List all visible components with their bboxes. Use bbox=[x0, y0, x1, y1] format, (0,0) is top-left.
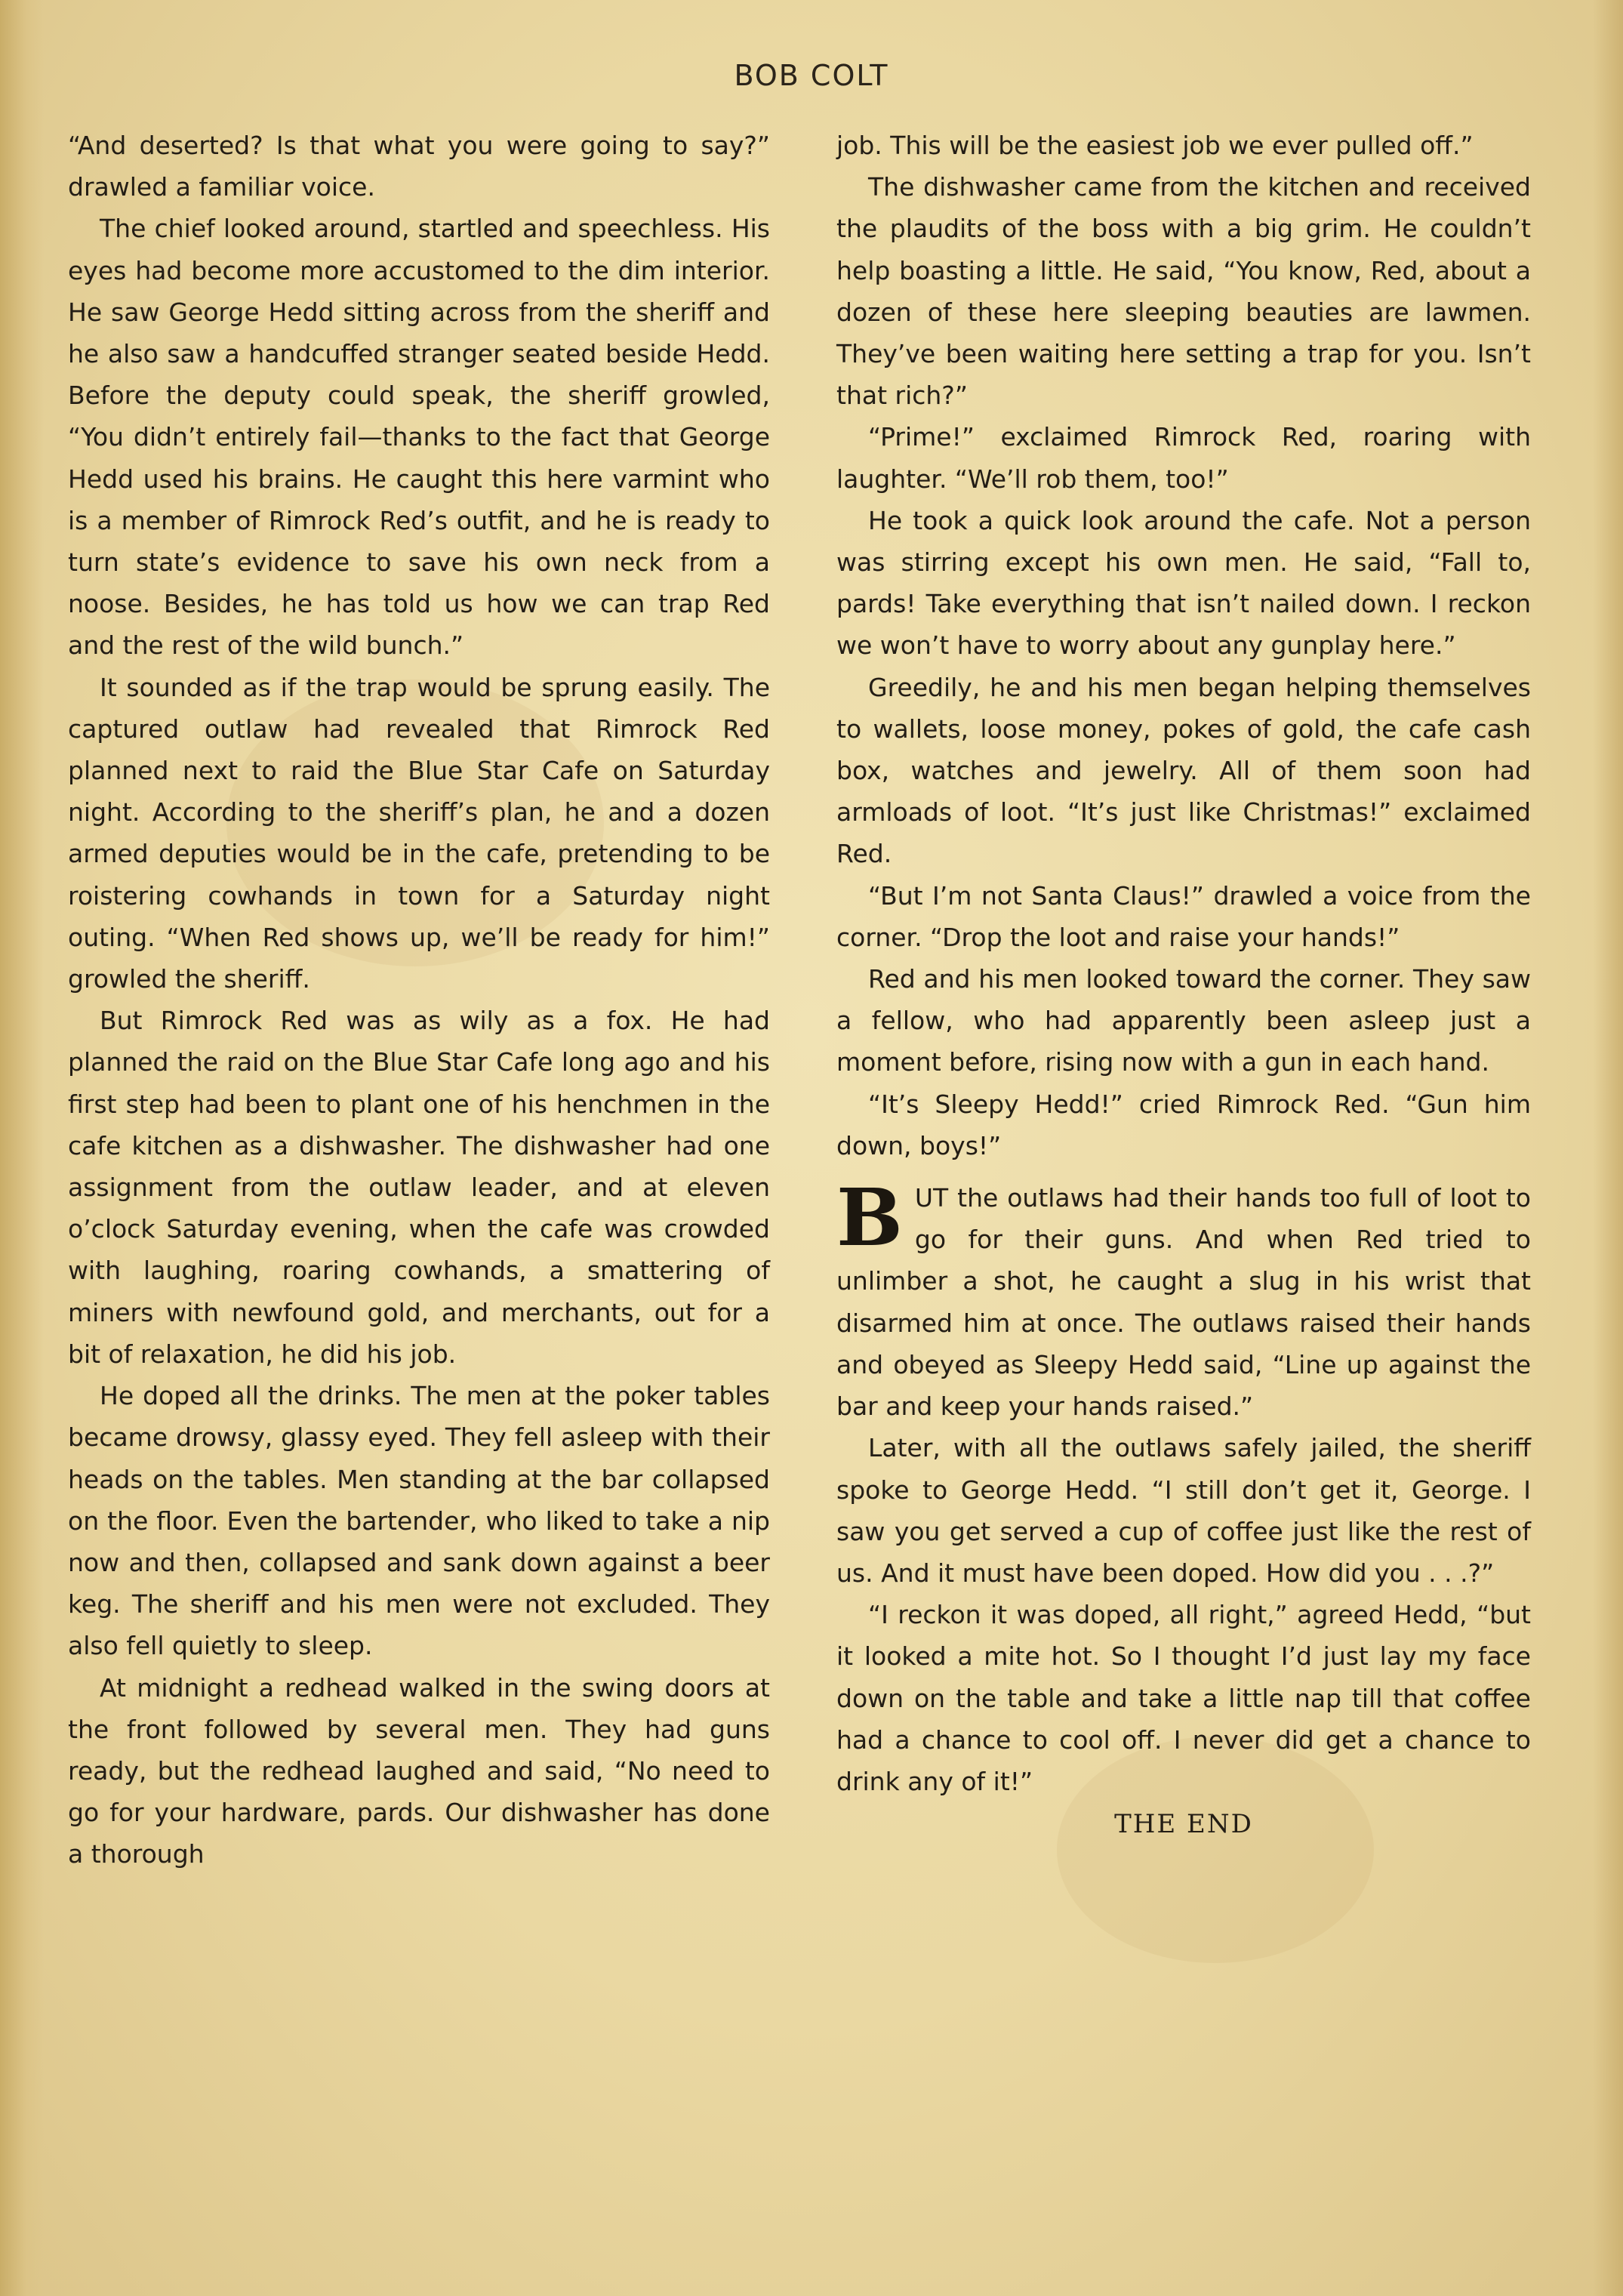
paragraph: He doped all the drinks. The men at the poker tables became drowsy, glassy eyed. They fell asleep with their heads on the tables. Men standing at the bar collapsed on the floor. Even the bartender, who liked to take a nip now and then, collapsed and sank down against a beer keg. The sheriff and his men were not excluded. They also fell quietly to sleep. bbox=[68, 1381, 770, 1661]
paragraph: Greedily, he and his men began helping themselves to wallets, loose money, pokes of gold, the cafe cash box, watches and jewelry. All of them soon had armloads of loot. “It’s just like Christmas!” exclaimed Red. bbox=[836, 672, 1531, 869]
paragraph: But Rimrock Red was as wily as a fox. He had planned the raid on the Blue Star Cafe long ago and his first step had been to plant one of his henchmen in the cafe kitchen as a dishwasher. The dishwasher had one assignment from the outlaw leader, and at eleven o’clock Saturday evening, when the cafe was crowded with laughing, roaring cowhands, a smattering of miners with newfound gold, and merchants, out for a bit of relaxation, he did his job. bbox=[68, 1006, 770, 1369]
paragraph: Later, with all the outlaws safely jailed, the sheriff spoke to George Hedd. “I still don’t get it, George. I saw you get served a cup of coffee just like the rest of us. And it must have been doped. How did you . . .?” bbox=[836, 1433, 1531, 1588]
paragraph: “But I’m not Santa Claus!” drawled a voice from the corner. “Drop the loot and raise your hands!” bbox=[836, 880, 1531, 952]
paragraph: The dishwasher came from the kitchen and received the plaudits of the boss with a big grim. He couldn’t help boasting a little. He said, “You know, Red, about a dozen of these here sleeping beauties are lawmen. They’ve been waiting here setting a trap for you. Isn’t that rich?” bbox=[836, 172, 1531, 411]
left-column bbox=[68, 125, 770, 1875]
drop-cap-letter: B bbox=[836, 1171, 903, 1265]
the-end-label: THE END bbox=[1114, 1809, 1253, 1840]
page-right-edge bbox=[1593, 0, 1623, 2296]
page-left-edge bbox=[0, 0, 44, 2296]
dropcap-paragraph-text: UT the outlaws had their hands too full of loot to go for their guns. And when Red tried to unlimber a shot, he caught a slug in his wrist that disarmed him at once. The outlaws raised their hands and obeyed as Sleepy Hedd said, “Line up against the bar and keep your hands raised.” bbox=[836, 1183, 1531, 1422]
paragraph: “I reckon it was doped, all right,” agreed Hedd, “but it looked a mite hot. So I thought I’d just lay my face down on the table and take a little nap till that coffee had a chance to cool off. I never did get a chance to drink any of it!” bbox=[836, 1600, 1531, 1796]
dropcap-paragraph bbox=[836, 1171, 1531, 1427]
paragraph: The chief looked around, startled and speechless. His eyes had become more accustomed to the dim interior. He saw George Hedd sitting across from the sheriff and he also saw a handcuffed stranger seated beside Hedd. Before the deputy could speak, the sheriff growled, “You didn’t entirely fail—thanks to the fact that George Hedd used his brains. He caught this here varmint who is a member of Rimrock Red’s outfit, and he is ready to turn state’s evidence to save his own neck from a noose. Besides, he has told us how we can trap Red and the rest of the wild bunch.” bbox=[68, 214, 770, 661]
running-head: BOB COLT bbox=[734, 59, 889, 92]
paragraph: At midnight a redhead walked in the swing doors at the front followed by several men. They had guns ready, but the redhead laughed and said, “No need to go for your hardware, pards. Our dishwasher has done a thorough bbox=[68, 1672, 770, 1869]
paragraph: It sounded as if the trap would be sprung easily. The captured outlaw had revealed that Rimrock Red planned next to raid the Blue Star Cafe on Saturday night. According to the sheriff’s plan, he and a dozen armed deputies would be in the cafe, pretending to be roistering cowhands in town for a Saturday night outing. “When Red shows up, we’ll be ready for him!” growled the sheriff. bbox=[68, 672, 770, 994]
paragraph: Red and his men looked toward the corner. They saw a fellow, who had apparently been asleep just a moment before, rising now with a gun in each hand. bbox=[836, 964, 1531, 1077]
paragraph: job. This will be the easiest job we ever pulled off.” bbox=[836, 131, 1474, 160]
paragraph: “It’s Sleepy Hedd!” cried Rimrock Red. “Gun him down, boys!” bbox=[836, 1089, 1531, 1160]
right-column bbox=[836, 125, 1531, 1845]
paragraph: He took a quick look around the cafe. Not a person was stirring except his own men. He said, “Fall to, pards! Take everything that isn’t nailed down. I reckon we won’t have to worry about any gunplay here.” bbox=[836, 505, 1531, 661]
paragraph: “Prime!” exclaimed Rimrock Red, roaring with laughter. “We’ll rob them, too!” bbox=[836, 422, 1531, 494]
paragraph: “And deserted? Is that what you were going to say?” drawled a familiar voice. bbox=[68, 131, 770, 202]
